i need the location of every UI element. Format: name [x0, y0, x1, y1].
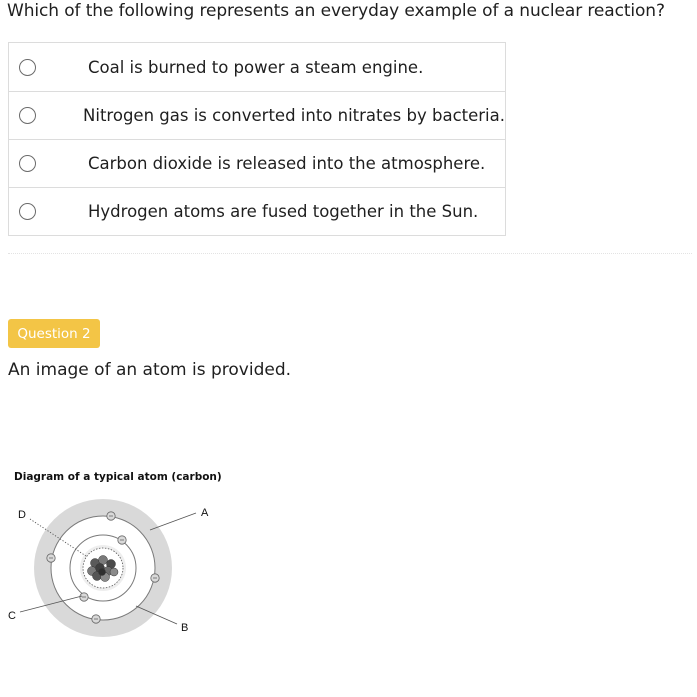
answer-option[interactable] — [9, 187, 505, 235]
label-line-a — [150, 513, 196, 530]
answer-option-text: Coal is burned to power a steam engine. — [88, 57, 424, 77]
atom-diagram — [0, 465, 230, 645]
radio-button[interactable] — [19, 59, 36, 76]
label-b: B — [181, 622, 189, 634]
answer-option[interactable] — [9, 139, 505, 187]
answer-options — [8, 42, 506, 236]
radio-button[interactable] — [19, 107, 36, 124]
answer-option-text: Nitrogen gas is converted into nitrates by bacteria. — [83, 106, 505, 125]
radio-button[interactable] — [19, 155, 36, 172]
label-c: C — [8, 610, 16, 622]
section-divider — [8, 253, 692, 254]
answer-option[interactable] — [9, 91, 505, 139]
label-a: A — [201, 507, 209, 519]
question-1-prompt: Which of the following represents an everyday example of a nuclear reaction? — [7, 1, 665, 21]
label-d: D — [18, 509, 26, 521]
diagram-title: Diagram of a typical atom (carbon) — [14, 471, 222, 483]
question-2-badge: Question 2 — [8, 319, 100, 348]
question-2-prompt: An image of an atom is provided. — [8, 360, 292, 380]
answer-option-text: Hydrogen atoms are fused together in the Sun. — [88, 202, 479, 221]
answer-option[interactable] — [9, 43, 505, 91]
answer-option-text: Carbon dioxide is released into the atmosphere. — [88, 154, 486, 173]
radio-button[interactable] — [19, 203, 36, 220]
